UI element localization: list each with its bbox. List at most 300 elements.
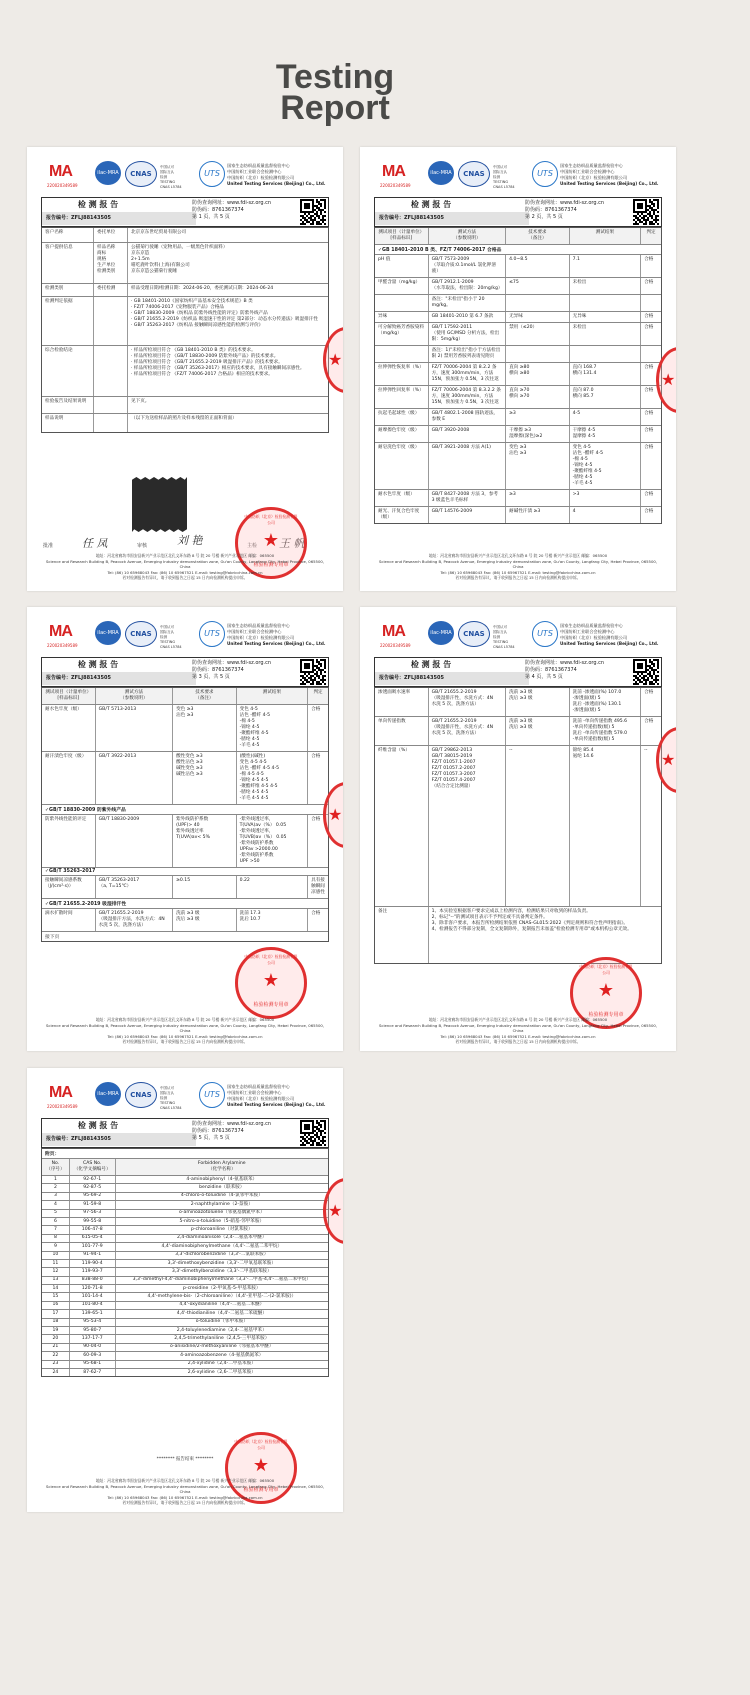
page-footer (41, 553, 329, 581)
cell: 4 (42, 1201, 70, 1208)
cnas-logo: CNAS (458, 621, 490, 647)
uts-logo: UTS (532, 161, 558, 187)
institute-cn-2: 中国纺织工业联合会检测中心 (227, 169, 282, 174)
cell: 3,3'-dimethylbenzidine（3,3'-二甲基联苯胺） (171, 1268, 272, 1274)
seal-star-icon: ★ (262, 530, 280, 551)
cell: 3,3'-dichlorobenzidine（3,3'-二氯联苯胺） (175, 1252, 269, 1258)
verification-code: 防伪码：8761367374 (192, 207, 244, 213)
cell: 合格 (644, 445, 654, 450)
cnas-logo: CNAS (125, 161, 157, 187)
cell: ≥0.15 (173, 876, 237, 898)
cell: 119-90-4 (70, 1260, 116, 1267)
cell: 合格 (644, 509, 654, 514)
cell: GB 18401-2010 第 6.7 条款 (429, 312, 506, 322)
cell: 7 (42, 1226, 70, 1233)
cell (506, 295, 570, 311)
seal-star-icon: ★ (597, 980, 615, 1001)
cell: 95-53-4 (70, 1319, 116, 1326)
cell: 4,4'-thiodianiline（4,4'-二氨基二苯硫醚） (176, 1310, 267, 1316)
cell: GB/T 17592-2011 （使用 GC/MSD 分析方法，检出限：5mg/kg） (429, 323, 506, 345)
cell: 2,6-xylidine（2,6-二甲基苯胺） (187, 1369, 256, 1375)
cell: 合格 (644, 428, 654, 433)
institute-cn-1: 国家生态纺织品质量监督检验中心 (227, 1084, 290, 1089)
cell: 3,3'-dimethyl-4,4'-diaminobiphenylmethane（3,3'-二甲基-4,4'-二氨基二苯甲烷） (132, 1277, 311, 1283)
table-row (42, 1243, 328, 1251)
cell: 耐光、汗复合色牢度（级） (375, 507, 429, 523)
cell: 92-67-1 (70, 1176, 116, 1183)
footer-contact: Tel: (86) 10 65968043 Fax: (86) 10 65967521 E-mail: testing@fabricchina.com.cn (107, 1033, 263, 1039)
cell: 5-nitro-o-toluidine（5-硝基-邻甲苯胺） (179, 1218, 265, 1224)
cell: 合格 (644, 365, 654, 370)
cell: 4,4'-oxydianiline（4,4'-二氨基二苯醚） (179, 1302, 265, 1308)
institute-names (560, 623, 658, 647)
institute-en: United Testing Services (Beijing) Co., Ltd. (227, 181, 326, 186)
cell: 直向 ≥80 横向 ≥80 (506, 363, 570, 385)
cell: · GB 18401-2010《国家纺织产品基本安全技术规范》B 类 · FZ/T 74006-2017《宠物服装产品》合格品 · GB/T 18830-2009《纺织品 防紫外线性能的评定》防紫外线产品 · GB/T 21655.2-2019《纺织品 吸湿速干性的评定 第2部分：动态水分传递法》吸湿排汗性 · GB/T 35263-2017《纺织品 接触瞬间凉感性能的检测与评价》 (131, 299, 318, 328)
table-row (42, 1226, 328, 1234)
cell: GB/T 35263-2017 （a, T=15℃） (96, 876, 173, 898)
remarks-label: 备注 (375, 907, 429, 963)
cell: 13 (42, 1277, 70, 1284)
cell: 615-05-4 (70, 1235, 116, 1242)
institute-cn-1: 国家生态纺织品质量监督检验中心 (227, 163, 290, 168)
institute-cn-1: 国家生态纺织品质量监督检验中心 (227, 623, 290, 628)
cell: 接触瞬间凉感系数 （J/(cm²·s)） (42, 876, 96, 898)
verification-code: 防伪码：8761367374 (525, 667, 577, 673)
seal-star-icon: ★ (328, 1201, 343, 1220)
report-banner (374, 657, 662, 687)
cell: 客户提供信息 (42, 243, 94, 283)
institute-en: United Testing Services (Beijing) Co., Ltd. (560, 641, 659, 646)
cell: 合格 (644, 280, 654, 285)
cell: 4,4'-diaminobiphenylmethane（4,4'-二氨基二苯甲烷） (161, 1243, 283, 1249)
cell: 12 (42, 1268, 70, 1275)
official-seal (235, 947, 307, 1019)
cell: 纤维含量（%） (375, 746, 429, 906)
cell: 技术要求 （备注） (506, 228, 570, 244)
cma-logo-text: MA (49, 1084, 72, 1101)
cell: 测试项目（计量单位） [样品标识] (375, 228, 429, 244)
cell: 15 (42, 1293, 70, 1300)
cell: 禁用（≤20） (506, 323, 570, 345)
page-counter: 第 1 页，共 5 页 (192, 214, 230, 220)
footer-address-en: Science and Research Building B, Peacock Avenue, Emerging Industry demonstration zone, Gu'an County, Langfang City, Hebei Province, 065500, China (378, 1022, 658, 1033)
testing-mark: 中国认可 国际互认 检测 TESTING CNAS L5784 (493, 165, 515, 189)
cell: GB/T 5713-2013 (96, 705, 173, 751)
cell: 2,4,5-trimethylaniline（2,4,5-三甲基苯胺） (174, 1336, 270, 1342)
cell: -- (506, 746, 570, 906)
footer-address-en: Science and Research Building B, Peacock Avenue, Emerging Industry demonstration zone, Gu'an County, Langfang City, Hebei Province, 065500, China (45, 1022, 325, 1033)
cell: 合格 (644, 690, 654, 695)
cell: GB/T 29862-2013 GB/T 38015-2019 FZ/T 01057.1-2007 FZ/T 01057.2-2007 FZ/T 01057.3-2007 FZ/T 01057.4-2007 （结合合定比测量） (429, 746, 506, 906)
cell (641, 295, 661, 311)
cell: 紫外线防护系数 (UPF)> 40 紫外线透过率 T(UVA)av< 5% (173, 815, 237, 867)
cell: 24 (42, 1369, 70, 1376)
footer-address-cn: 地址：河北省廊坊市固安县新兴产业示范区北孔文环东路 8 号 院 20 号楼 新兴产业示范区 邮编：065500 (95, 1017, 275, 1022)
results-table (374, 227, 662, 524)
report-page-3 (27, 607, 343, 1051)
cell: 测试方法 （参数说明） (429, 228, 506, 244)
cell: 滴水扩散时间 (42, 909, 96, 931)
cell (94, 397, 128, 413)
cell: 5 (42, 1210, 70, 1217)
cell: FZ/T 70006-2004 第 8.2.2 条 方，速度 300mm/min，方法 15N，预加张力 0.5N，3 次往返 (429, 363, 506, 385)
cell: 耐摩擦色牢度（级） (375, 426, 429, 442)
cell: 0.22 (237, 876, 308, 898)
cell: GB/T 7573-2009 （萃取介质:0.1mol/L 氯化钾溶液） (429, 255, 506, 277)
cell: 99-55-8 (70, 1218, 116, 1225)
report-banner (41, 1118, 329, 1148)
cell: 酸性变色 ≥3 酸性沾色 ≥3 碱性变色 ≥3 碱性沾色 ≥3 (173, 752, 237, 804)
institute-cn-2: 中国纺织工业联合会检测中心 (227, 1090, 282, 1095)
cell: 甲醛含量（mg/kg） (375, 278, 429, 294)
cell: 耐汗渍色牢度（级） (42, 752, 96, 804)
cell: 测试结果 (237, 688, 308, 704)
institute-names (560, 163, 658, 187)
seal-bottom-text: 检验检测专用章 (253, 1002, 289, 1008)
table-row (42, 1344, 328, 1352)
footer-note: 若对检测报告有异议，请于收到报告之日起 15 日内向检测机构提出申诉。 (122, 1039, 248, 1044)
appendix-label: 附页： (42, 1149, 328, 1159)
summary-row (42, 397, 328, 414)
cell: 6 (42, 1218, 70, 1225)
approver-signature: 任 凤 (82, 537, 108, 550)
cell: 95-80-7 (70, 1327, 116, 1334)
cell: o-aminoazotoluene（邻氨基偶氮甲苯） (178, 1210, 265, 1216)
table-row (42, 1285, 328, 1293)
table-row (375, 746, 661, 907)
cma-logo-text: MA (382, 623, 405, 640)
table-row (42, 1352, 328, 1360)
institute-cn-2: 中国纺织工业联合会检测中心 (227, 629, 282, 634)
verification-info (525, 200, 604, 221)
cell: 耐水色牢度（级） (42, 705, 96, 751)
qr-code-icon (300, 1120, 326, 1146)
qr-code-icon (300, 659, 326, 685)
cell: 洗前 ≥3 级 洗后 ≥3 级 (506, 717, 570, 745)
cell: 北京京东世纪贸易有限公司 (131, 230, 187, 235)
cell: benzidine（联苯胺） (199, 1184, 245, 1190)
testing-mark: 中国认可 国际互认 检测 TESTING CNAS L5784 (160, 625, 182, 649)
ilac-mra-logo: ilac-MRA (95, 161, 121, 185)
cell: 合格 (311, 817, 321, 822)
table-row (42, 1252, 328, 1260)
report-page-1 (27, 147, 343, 591)
cell: 合格 (644, 314, 654, 319)
remarks-row (375, 907, 661, 963)
cell: 检验报告及结果说明 (42, 397, 94, 413)
cell: 洗前 ≥3 级 洗后 ≥3 级 (506, 688, 570, 716)
table-row (42, 752, 328, 805)
report-banner (41, 197, 329, 227)
cell: 耐碱性汗渍 ≥3 (506, 507, 570, 523)
cell: 87-62-7 (70, 1369, 116, 1376)
footer-contact: Tel: (86) 10 65968043 Fax: (86) 10 65967521 E-mail: testing@fabricchina.com.cn (107, 569, 263, 575)
summary-row (42, 228, 328, 243)
table-row (42, 1260, 328, 1268)
reviewer-label: 审核 (137, 543, 148, 549)
cell: 106-47-8 (70, 1226, 116, 1233)
testing-mark: 中国认可 国际互认 检测 TESTING CNAS L5784 (160, 1086, 182, 1110)
cell: 3 (42, 1193, 70, 1200)
cell: GB/T 3921-2008 方法 A(1) (429, 443, 506, 489)
cell: 异味 (375, 312, 429, 322)
table-header (375, 228, 661, 245)
cell: 拉伸弹性恢复率（%） (375, 363, 429, 385)
table-row (42, 815, 328, 868)
footer-note: 若对检测报告有异议，请于收到报告之日起 15 日内向检测机构提出申诉。 (122, 575, 248, 580)
table-row (42, 1218, 328, 1226)
table-row (42, 1302, 328, 1310)
table-row (42, 1277, 328, 1285)
table-row (375, 295, 661, 312)
cnas-logo: CNAS (458, 161, 490, 187)
cell: 2,4-toluylenediamine（2,4-二氨基甲苯） (176, 1327, 267, 1333)
testing-mark: 中国认可 国际互认 检测 TESTING CNAS L5784 (160, 165, 182, 189)
cell: 90-04-0 (70, 1344, 116, 1351)
cell: GB/T 18830-2009 (96, 815, 173, 867)
cnas-logo: CNAS (125, 1082, 157, 1108)
cell: 101-80-4 (70, 1302, 116, 1309)
table-row (42, 1176, 328, 1184)
testing-mark: 中国认可 国际互认 检测 TESTING CNAS L5784 (493, 625, 515, 649)
table-row (42, 1268, 328, 1276)
table-row (42, 1319, 328, 1327)
cell: pH 值 (375, 255, 429, 277)
institute-cn-3: 中国纺织（北京）检验检测有限公司 (560, 175, 628, 180)
cell: 7.1 (570, 255, 641, 277)
institute-cn-1: 国家生态纺织品质量监督检验中心 (560, 163, 623, 168)
table-row (42, 1293, 328, 1301)
cma-logo-text: MA (382, 163, 405, 180)
verification-code: 防伪码：8761367374 (192, 667, 244, 673)
institute-en: United Testing Services (Beijing) Co., Ltd. (227, 1102, 326, 1107)
summary-row (42, 243, 328, 284)
verification-site: 防伪查询网址：www.fdi-sz.org.cn (192, 660, 272, 666)
cell: 直向 87.0 横向 85.7 (570, 386, 641, 408)
cell: -紫外线透过率， T(UVA)av（%） 0.05 -紫外线透过率， T(UVB)av（%） 0.05 -紫外线防护系数 UPFav >2000.00 -紫外线防护系数 UPF >50 (237, 815, 308, 867)
cell: 合格 (311, 754, 321, 759)
table-header (42, 688, 328, 705)
seal-star-icon: ★ (262, 970, 280, 991)
page-counter: 第 2 页，共 5 页 (525, 214, 563, 220)
cell: 60-09-3 (70, 1352, 116, 1359)
report-banner (374, 197, 662, 227)
cell (94, 297, 128, 345)
cell: 综合检验结论 (42, 346, 94, 396)
uts-logo: UTS (199, 1082, 225, 1108)
table-row (42, 1369, 328, 1376)
cell: o-toluidine（邻甲苯胺） (195, 1319, 248, 1325)
cell (506, 346, 570, 362)
inspector-signature: 王 帆 (279, 537, 305, 550)
lab-header (47, 617, 329, 653)
cell: 公猫菊行驶睡（宠物用品，一级黑色针织面料） 京东京造 2+1.5m 喵吃鹿叶饮料(上海)有限公司 京东京造公猫菊行驶睡 (131, 245, 228, 274)
cell: 2,4-xylidine（2,4-二甲基苯胺） (187, 1361, 256, 1367)
cell: 22 (42, 1352, 70, 1359)
report-number: 报告编号：ZFLJ88143505 (42, 1133, 196, 1146)
cell: 合格 (311, 707, 321, 712)
cell: 客户名称 (42, 228, 94, 242)
cell: 92-87-5 (70, 1184, 116, 1191)
cell: 139-65-1 (70, 1310, 116, 1317)
cell: 21 (42, 1344, 70, 1351)
page-counter: 第 4 页，共 5 页 (525, 674, 563, 680)
title-line-2: Report (280, 89, 390, 127)
cma-number: 220020349589 (47, 183, 78, 188)
seal-bottom-text: 检验检测专用章 (253, 562, 289, 568)
footer-address-cn: 地址：河北省廊坊市固安县新兴产业示范区北孔文环东路 8 号 院 20 号楼 新兴产业示范区 邮编：065500 (428, 1017, 608, 1022)
remarks-text: 1、本实验室根据客户要求完成以上检测内容，检测结果只对收到的样品负责。 2、标记"--"的测试项目表示不予判定或不具备判定条件。 3、除非客户要求，本报告所检测结果依照 CNAS-GL015:2022《判定规则和符合性声明指南》。 4、检测报告不得部分复制，全文复制除外，复制报告未加盖"检验检测专用章"或本机构公章无效。 (431, 909, 632, 932)
cell: 10 (42, 1252, 70, 1259)
cell: CAS No. （化学文摘编号） (70, 1159, 116, 1175)
cell: 14 (42, 1285, 70, 1292)
cell: GB/T 3922-2013 (96, 752, 173, 804)
cell: 4.0~8.5 (506, 255, 570, 277)
footer-address-cn: 地址：河北省廊坊市固安县新兴产业示范区北孔文环东路 8 号 院 20 号楼 新兴产业示范区 邮编：065500 (95, 553, 275, 558)
cell: 洗前 -渗透面(%) 107.0 -渗透面(级) 5 洗后 -渗透面(%) 130.1 -渗透面(级) 5 (570, 688, 641, 716)
ilac-mra-logo: ilac-MRA (428, 621, 454, 645)
cell (375, 346, 429, 362)
cell: 抗起毛起球性（级） (375, 409, 429, 425)
table-row (42, 1327, 328, 1335)
verification-site: 防伪查询网址：www.fdi-sz.org.cn (192, 1121, 272, 1127)
cell: 变色 4-5 沾色 -醋纤 4-5 -棉 4-5 -锦纶 4-5 -聚酯纤维 4-5 -腈纶 4-5 -羊毛 4-5 (237, 705, 308, 751)
cell: 无异味 (570, 312, 641, 322)
report-page-4 (360, 607, 676, 1051)
cell: ≥3 (506, 490, 570, 506)
cell: GB/T 3920-2008 (429, 426, 506, 442)
uts-logo: UTS (532, 621, 558, 647)
table-row (42, 909, 328, 932)
reviewer-signature: 刘 艳 (177, 534, 203, 547)
cell: 洗前 ≥3 级 洗后 ≥3 级 (173, 909, 237, 931)
summary-row (42, 346, 328, 397)
cell: 备注："未检出"指小于 20 mg/kg。 (429, 295, 506, 311)
cell: 4 (570, 507, 641, 523)
cell: 4-aminoazobenzene（4-氨基偶氮苯） (180, 1352, 264, 1358)
verification-site: 防伪查询网址：www.fdi-sz.org.cn (525, 200, 605, 206)
seal-bottom-text: 检验检测专用章 (243, 1487, 279, 1493)
cell: No. （序号） (42, 1159, 70, 1175)
page-footer (41, 1017, 329, 1045)
cell: 838-88-0 (70, 1277, 116, 1284)
cell: 直向 168.7 横向 131.4 (570, 363, 641, 385)
cma-logo (380, 623, 422, 648)
cell (94, 414, 128, 432)
table-row (375, 717, 661, 746)
seal-star-icon: ★ (252, 1455, 270, 1476)
footer-note: 若对检测报告有异议，请于收到报告之日起 15 日内向检测机构提出申诉。 (122, 1500, 248, 1505)
table-row (42, 705, 328, 752)
table-row (42, 1210, 328, 1218)
cell: 97-56-3 (70, 1210, 116, 1217)
footer-contact: Tel: (86) 10 65968043 Fax: (86) 10 65967521 E-mail: testing@fabricchina.com.cn (440, 1033, 596, 1039)
cell: 2,4-diaminoanisole（2,4-二氨基苯甲醚） (177, 1235, 267, 1241)
cell: 样品说明 (42, 414, 94, 432)
lab-header (380, 617, 662, 653)
cell: 17 (42, 1310, 70, 1317)
cell: GB/T 21655.2-2019 （吸湿排汗方法，水洗方式：4N 水洗 5 次，洗涤方法） (96, 909, 173, 931)
seal-arc-text: 中国纺织（北京）检验检测有限公司 (234, 1439, 288, 1450)
cell: 合格 (644, 257, 654, 262)
cell: 样品名称 商标 规格 生产单位 检测类别 (94, 243, 128, 283)
cell: GB/T 4802.1-2008 圆轨迹法， 参数 E (429, 409, 506, 425)
cell: 备注：1)"未检出"指小于方法检出限 2) 禁用芳香胺列表请见附页 (429, 346, 506, 362)
continued-note: 接下页 (45, 935, 60, 940)
cell: 2 (42, 1184, 70, 1191)
cell: 95-69-2 (70, 1193, 116, 1200)
qr-code-icon (300, 199, 326, 225)
table-row (42, 876, 328, 899)
cell: FZ/T 70006-2004 第 8.3.2.2 条 方，速度 300mm/min，方法 15N，预加张力 0.5N，3 次往返 (429, 386, 506, 408)
cell: 检测判定依据 (42, 297, 94, 345)
cell: （以下为送检样品的照片及样本残留的正面和背面） (131, 416, 237, 421)
cell: GB/T 14576-2009 (429, 507, 506, 523)
table-row (42, 1335, 328, 1343)
table-row (375, 409, 661, 426)
cell: >3 (570, 490, 641, 506)
seal-star-icon: ★ (661, 370, 676, 389)
standard-group: ✓GB/T 18830-2009 防紫外线产品 (42, 805, 328, 815)
cell: 11 (42, 1260, 70, 1267)
verification-info (192, 660, 271, 681)
report-title: 检 测 报 告 (77, 200, 119, 209)
fabric-sample-image (132, 477, 187, 532)
cell: 判定 (646, 230, 656, 235)
cell (375, 295, 429, 311)
cell: 变色 ≥3 沾色 ≥3 (173, 705, 237, 751)
cell (641, 346, 661, 362)
footer-contact: Tel: (86) 10 65968043 Fax: (86) 10 65967521 E-mail: testing@fabricchina.com.cn (107, 1494, 263, 1500)
cma-logo (47, 163, 89, 188)
cell: 合格 (644, 719, 654, 724)
lab-header (380, 157, 662, 193)
report-title: 检 测 报 告 (77, 660, 119, 669)
cell: GB/T 21655.2-2019 （吸湿排汗性，水洗方式：4N 水洗 5 次，洗涤方法） (429, 717, 506, 745)
institute-names (227, 1084, 325, 1108)
cma-number: 220020349589 (47, 643, 78, 648)
qr-code-icon (633, 659, 659, 685)
cell: 委托单位 (94, 228, 128, 242)
table-row (42, 1310, 328, 1318)
report-page-5 (27, 1068, 343, 1512)
table-row (375, 323, 661, 346)
cell: 1 (42, 1176, 70, 1183)
cell: 测试方法 （参数说明） (96, 688, 173, 704)
seal-star-icon: ★ (661, 750, 676, 769)
cell: 无异味 (506, 312, 570, 322)
cell: 具有接触瞬间凉感性 (311, 878, 325, 895)
cma-logo (47, 623, 89, 648)
cell: 9 (42, 1243, 70, 1250)
cell: 技术要求 （备注） (173, 688, 237, 704)
cell: 耐皂洗色牢度（级） (375, 443, 429, 489)
cell: 单向传递指数 (375, 717, 429, 745)
approver-label: 批准 (43, 543, 54, 549)
cell: 8 (42, 1235, 70, 1242)
footer-note: 若对检测报告有异议，请于收到报告之日起 15 日内向检测机构提出申诉。 (455, 575, 581, 580)
cell: 测试结果 (570, 228, 641, 244)
cell: 3,3'-dimethoxybenzidine（3,3'-二甲氧基联苯胺） (167, 1260, 276, 1266)
institute-cn-2: 中国纺织工业联合会检测中心 (560, 629, 615, 634)
table-row (42, 1184, 328, 1192)
cell: 检测类别 (42, 284, 94, 296)
cell: 合格 (644, 492, 654, 497)
table-row (375, 386, 661, 409)
cell: 耐水色牢度（级） (375, 490, 429, 506)
summary-row (42, 297, 328, 346)
